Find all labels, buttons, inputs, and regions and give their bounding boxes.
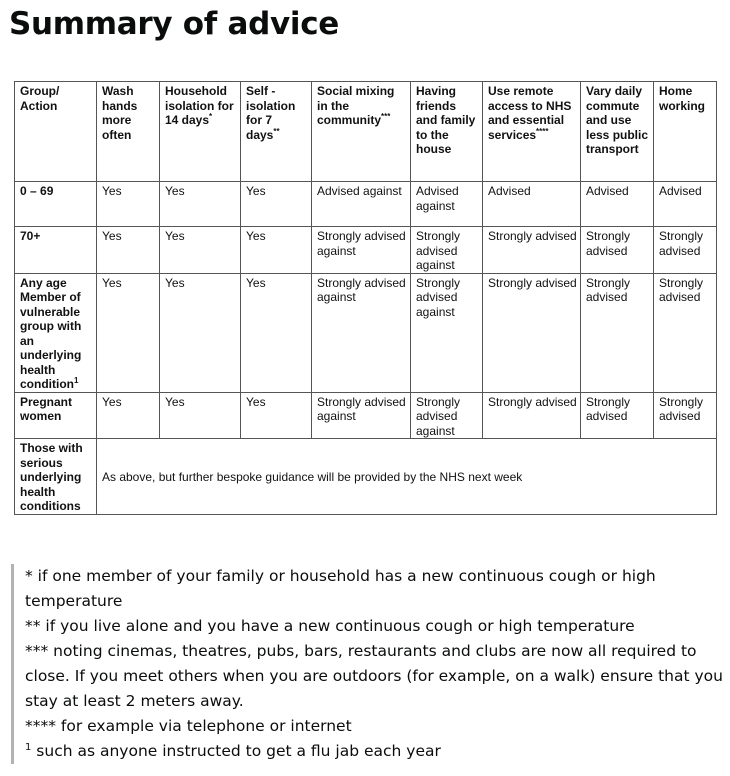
footnote-mark: 1 (25, 741, 32, 753)
footnotes (11, 564, 725, 764)
header-cell: Use remote access to NHS and essential services**** (483, 82, 581, 182)
table-row (15, 227, 717, 274)
header-footnote-mark: **** (536, 126, 549, 136)
footnote: $^1$ such as anyone instructed to get a flu jab each year (25, 741, 441, 760)
group-footnote-mark: 1 (74, 376, 79, 385)
table-row (15, 182, 717, 227)
table-cell: Yes (160, 392, 241, 439)
table-cell: Yes (241, 392, 312, 439)
header-cell: Social mixing in the community*** (312, 82, 411, 182)
table-row (15, 439, 717, 515)
table-cell: Strongly advised (483, 227, 581, 274)
row-group-label: 0 – 69 (15, 182, 97, 227)
table-cell: Yes (160, 273, 241, 392)
table-cell: Strongly advised against (411, 227, 483, 274)
table-cell: Yes (97, 227, 160, 274)
footnote: ** if you live alone and you have a new continuous cough or high temperature (25, 617, 635, 635)
table-cell: Strongly advised (654, 273, 717, 392)
footnote: * if one member of your family or household has a new continuous cough or high temperature (25, 567, 656, 610)
table-cell: Strongly advised (654, 392, 717, 439)
table-cell: Strongly advised (581, 227, 654, 274)
header-footnote-mark: * (209, 112, 213, 121)
table-cell: Advised against (411, 182, 483, 227)
table-cell: Strongly advised against (312, 227, 411, 274)
header-cell: Group/ Action (15, 82, 97, 182)
header-footnote-mark: ** (273, 126, 280, 136)
table-cell: Yes (241, 182, 312, 227)
table-cell: Strongly advised (483, 392, 581, 439)
table-cell: Strongly advised (581, 392, 654, 439)
table-cell: Yes (160, 182, 241, 227)
row-group-label: 70+ (15, 227, 97, 274)
table-cell: Yes (160, 227, 241, 274)
table-cell: Advised (654, 182, 717, 227)
table-cell: Advised (483, 182, 581, 227)
table-cell: Strongly advised (581, 273, 654, 392)
row-group-label: Those with serious underlying health conditions (15, 439, 97, 515)
footnote: *** noting cinemas, theatres, pubs, bars, restaurants and clubs are now all required to close. If you meet others when you are outdoors (for example, on a walk) ensure that you stay at least 2 meters away. (25, 642, 723, 710)
header-cell: Wash hands more often (97, 82, 160, 182)
table-cell: Advised against (312, 182, 411, 227)
table-cell: Yes (97, 273, 160, 392)
header-cell: Home working (654, 82, 717, 182)
header-row (15, 82, 717, 182)
table-cell: Strongly advised (654, 227, 717, 274)
footnote: **** for example via telephone or internet (25, 717, 352, 735)
advice-table (14, 81, 717, 515)
header-cell: Household isolation for 14 days* (160, 82, 241, 182)
table-row (15, 273, 717, 392)
header-footnote-mark: *** (381, 112, 391, 121)
row-group-label: Pregnant women (15, 392, 97, 439)
table-cell: Advised (581, 182, 654, 227)
row-group-label: Any age Member of vulnerable group with an underlying health condition$^1$ (15, 273, 97, 392)
table-row (15, 392, 717, 439)
table-cell: Yes (241, 227, 312, 274)
table-cell: Strongly advised against (411, 392, 483, 439)
header-cell: Self - isolation for 7 days** (241, 82, 312, 182)
header-cell: Vary daily commute and use less public transport (581, 82, 654, 182)
header-cell: Having friends and family to the house (411, 82, 483, 182)
bespoke-guidance-note: As above, but further bespoke guidance will be provided by the NHS next week (97, 439, 717, 515)
table-cell: Strongly advised (483, 273, 581, 392)
page-title: Summary of advice (9, 6, 340, 42)
table-cell: Yes (97, 182, 160, 227)
table-cell: Strongly advised against (312, 392, 411, 439)
table-cell: Strongly advised against (411, 273, 483, 392)
table-cell: Strongly advised against (312, 273, 411, 392)
table-cell: Yes (97, 392, 160, 439)
table-cell: Yes (241, 273, 312, 392)
